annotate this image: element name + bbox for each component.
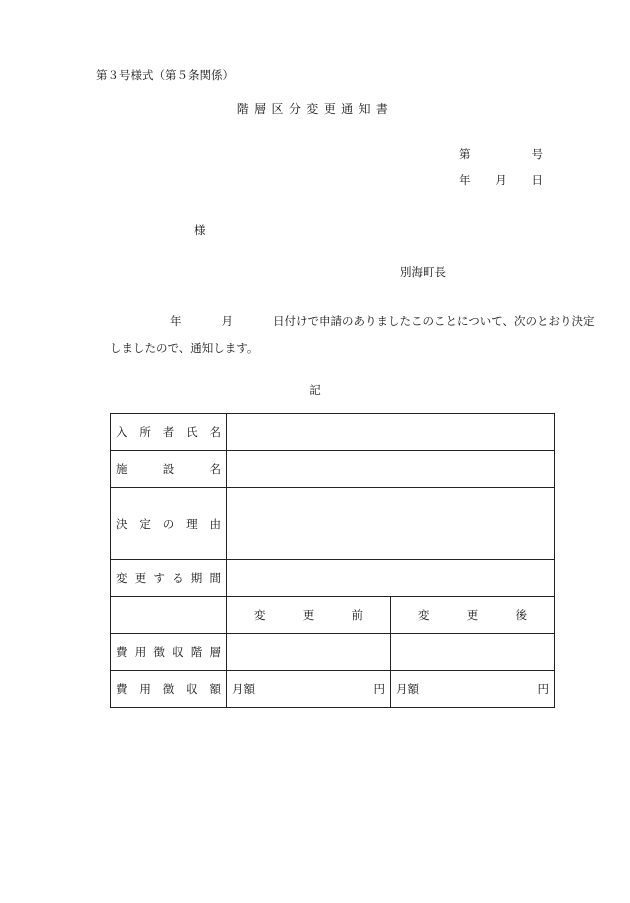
label-char: 定 <box>139 516 151 531</box>
date-month: 月 <box>495 173 507 187</box>
label-char: 入 <box>116 425 128 439</box>
label-char: 収 <box>186 682 198 696</box>
label-char: の <box>162 516 175 531</box>
label-char: 理 <box>186 516 198 531</box>
fee-tier-before-field[interactable] <box>227 634 391 671</box>
label-char: 徴 <box>153 645 165 659</box>
label-char: 後 <box>515 608 527 622</box>
table-row-period <box>111 560 555 597</box>
resident-name-label <box>111 414 227 451</box>
label-char: 更 <box>134 571 147 585</box>
date-year: 年 <box>459 173 471 187</box>
addressee-suffix: 様 <box>194 223 206 237</box>
label-char: 階 <box>190 645 203 659</box>
label-char: 変 <box>418 608 430 622</box>
label-char: 所 <box>139 425 151 439</box>
form-number: 第３号様式（第５条関係） <box>96 68 234 82</box>
label-char: 用 <box>134 645 147 659</box>
issuer-name: 別海町長 <box>400 265 446 279</box>
monthly-amount-label: 月額 <box>396 682 419 696</box>
label-char: 収 <box>172 645 184 659</box>
table-row-facility <box>111 451 555 488</box>
label-char: 決 <box>116 516 128 531</box>
notice-table <box>110 413 555 708</box>
facility-field[interactable] <box>227 451 555 488</box>
label-char: 名 <box>209 462 221 476</box>
table-row-fee-amount <box>111 671 555 708</box>
table-row-fee-tier <box>111 634 555 671</box>
label-char: 更 <box>466 608 479 622</box>
body-month: 月 <box>221 314 233 328</box>
label-char: 費 <box>116 645 128 659</box>
label-char: 前 <box>351 608 363 622</box>
table-row-resident-name <box>111 414 555 451</box>
issue-date-line <box>459 172 543 188</box>
label-char: 者 <box>162 425 175 439</box>
yen-unit: 円 <box>373 682 385 696</box>
label-char: 額 <box>209 682 221 696</box>
label-char: 変 <box>116 571 128 585</box>
label-char: 由 <box>209 516 221 531</box>
label-char: 層 <box>209 645 221 659</box>
period-label <box>111 560 227 597</box>
body-text-line-1 <box>170 313 595 329</box>
reason-field[interactable] <box>227 488 555 560</box>
ki-heading: 記 <box>309 383 321 397</box>
period-field[interactable] <box>227 560 555 597</box>
resident-name-field[interactable] <box>227 414 555 451</box>
label-char: 費 <box>116 682 128 696</box>
label-char: 用 <box>139 682 151 696</box>
fee-amount-after-field[interactable] <box>391 671 555 708</box>
after-header <box>391 597 555 634</box>
before-header <box>227 597 391 634</box>
fee-amount-label <box>111 671 227 708</box>
label-char: 期 <box>190 571 203 585</box>
label-char: 氏 <box>186 425 198 439</box>
date-day: 日 <box>531 173 543 187</box>
yen-unit: 円 <box>537 682 549 696</box>
label-char: 設 <box>162 462 175 476</box>
number-suffix: 号 <box>531 147 543 161</box>
facility-label <box>111 451 227 488</box>
fee-amount-before-field[interactable] <box>227 671 391 708</box>
body-year: 年 <box>170 314 182 328</box>
document-number-line <box>459 146 543 162</box>
body-text-line-2: しましたので、通知します。 <box>110 341 259 355</box>
body-rest: 日付けで申請のありましたこのことについて、次のとおり決定 <box>273 314 595 328</box>
label-char: 名 <box>209 425 221 439</box>
label-char: す <box>153 571 165 585</box>
fee-tier-after-field[interactable] <box>391 634 555 671</box>
table-row-reason <box>111 488 555 560</box>
number-prefix: 第 <box>459 147 471 161</box>
monthly-amount-label: 月額 <box>232 682 255 696</box>
label-char: る <box>172 571 184 585</box>
label-char: 施 <box>116 462 128 476</box>
reason-label <box>111 488 227 560</box>
label-char: 徴 <box>162 682 175 696</box>
fee-tier-label <box>111 634 227 671</box>
label-char: 変 <box>254 608 266 622</box>
blank-header-cell <box>111 597 227 634</box>
label-char: 間 <box>209 571 221 585</box>
label-char: 更 <box>302 608 315 622</box>
table-row-before-after-header <box>111 597 555 634</box>
document-title: 階層区分変更通知書 <box>236 102 394 116</box>
